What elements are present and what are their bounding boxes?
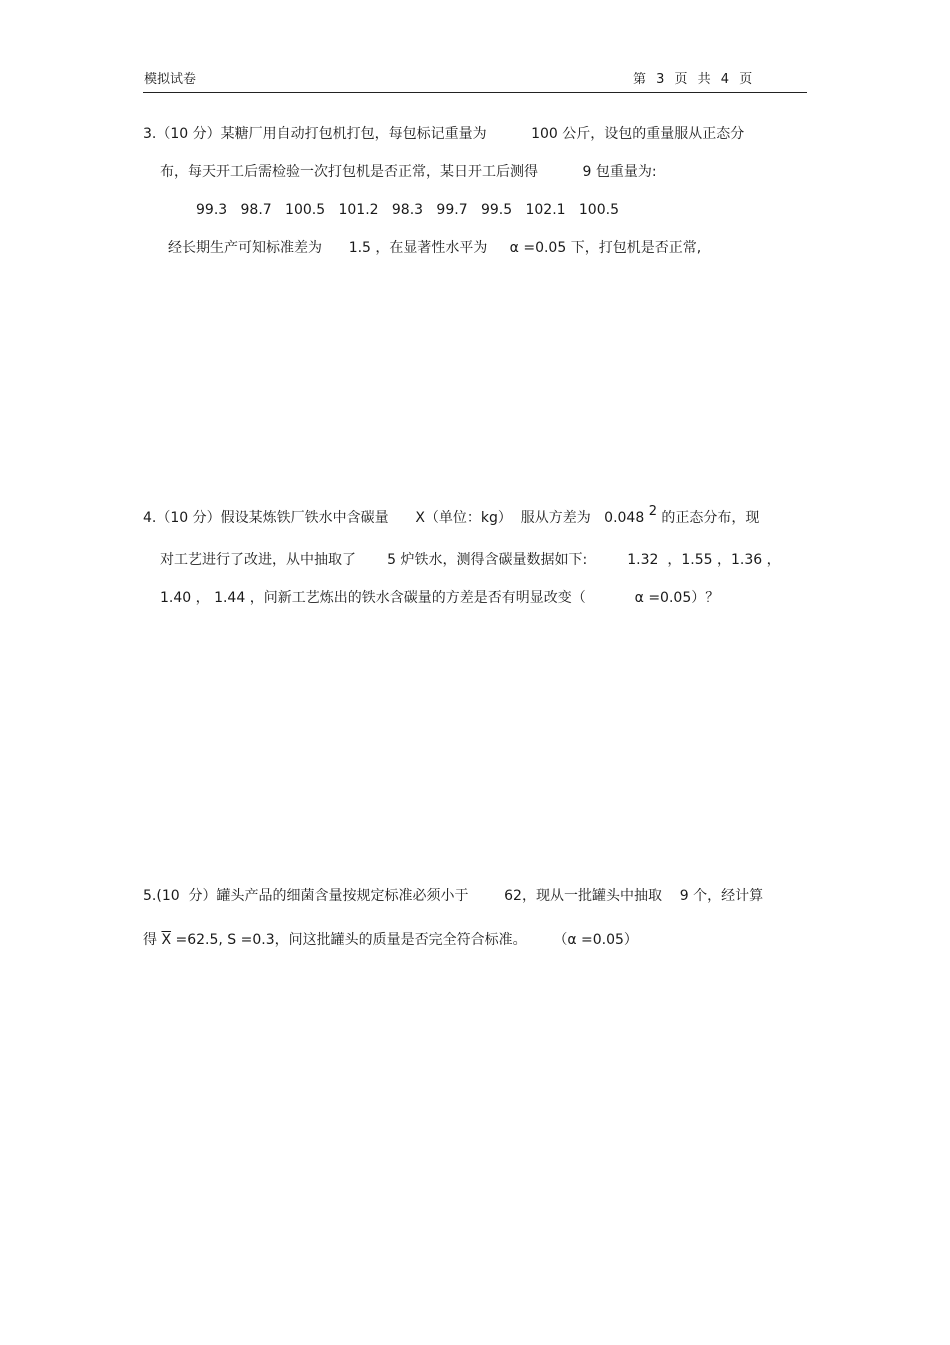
page-header <box>143 66 807 93</box>
q5-line-1: 5.(10 分）罐头产品的细菌含量按规定标准必须小于 62，现从一批罐头中抽取 9 个，经计算 <box>143 888 764 904</box>
q3-line-1: 3.（10 分）某糖厂用自动打包机打包，每包标记重量为 100 公斤，设包的重量服从正态分 <box>143 126 745 142</box>
q5-line-2 <box>143 930 638 950</box>
sample-mean-symbol: $\overline{X}$ <box>161 932 172 948</box>
page-number: 第 3 页 共 4 页 <box>633 72 753 87</box>
q5-line-2-b: =62.5, S =0.3，问这批罐头的质量是否完全符合标准。 （α =0.05） <box>171 932 638 948</box>
q3-data-line: 99.3 98.7 100.5 101.2 98.3 99.7 99.5 102.1 100.5 <box>196 202 619 218</box>
q4-line-1-b: 的正态分布，现 <box>656 510 760 526</box>
q4-line-2: 对工艺进行了改进，从中抽取了 5 炉铁水，测得含碳量数据如下: 1.32 ，1.55 ，1.36 ， <box>160 552 781 568</box>
q4-line-1 <box>143 504 760 529</box>
q3-line-2: 布，每天开工后需检验一次打包机是否正常，某日开工后测得 9 包重量为: <box>160 164 657 180</box>
q4-line-3: 1.40 ， 1.44 ，问新工艺炼出的铁水含碳量的方差是否有明显改变（ α =0.05）？ <box>160 590 720 606</box>
q5-line-2-a: 得 <box>143 932 162 948</box>
header-title: 模拟试卷 <box>144 72 197 87</box>
q4-superscript: 2 <box>648 504 657 519</box>
q4-line-1-a: 4.（10 分）假设某炼铁厂铁水中含碳量 X（单位：kg） 服从方差为 0.048 <box>143 510 649 526</box>
q3-line-4: 经长期生产可知标准差为 1.5 ，在显著性水平为 α =0.05 下，打包机是否正常, <box>168 240 702 256</box>
